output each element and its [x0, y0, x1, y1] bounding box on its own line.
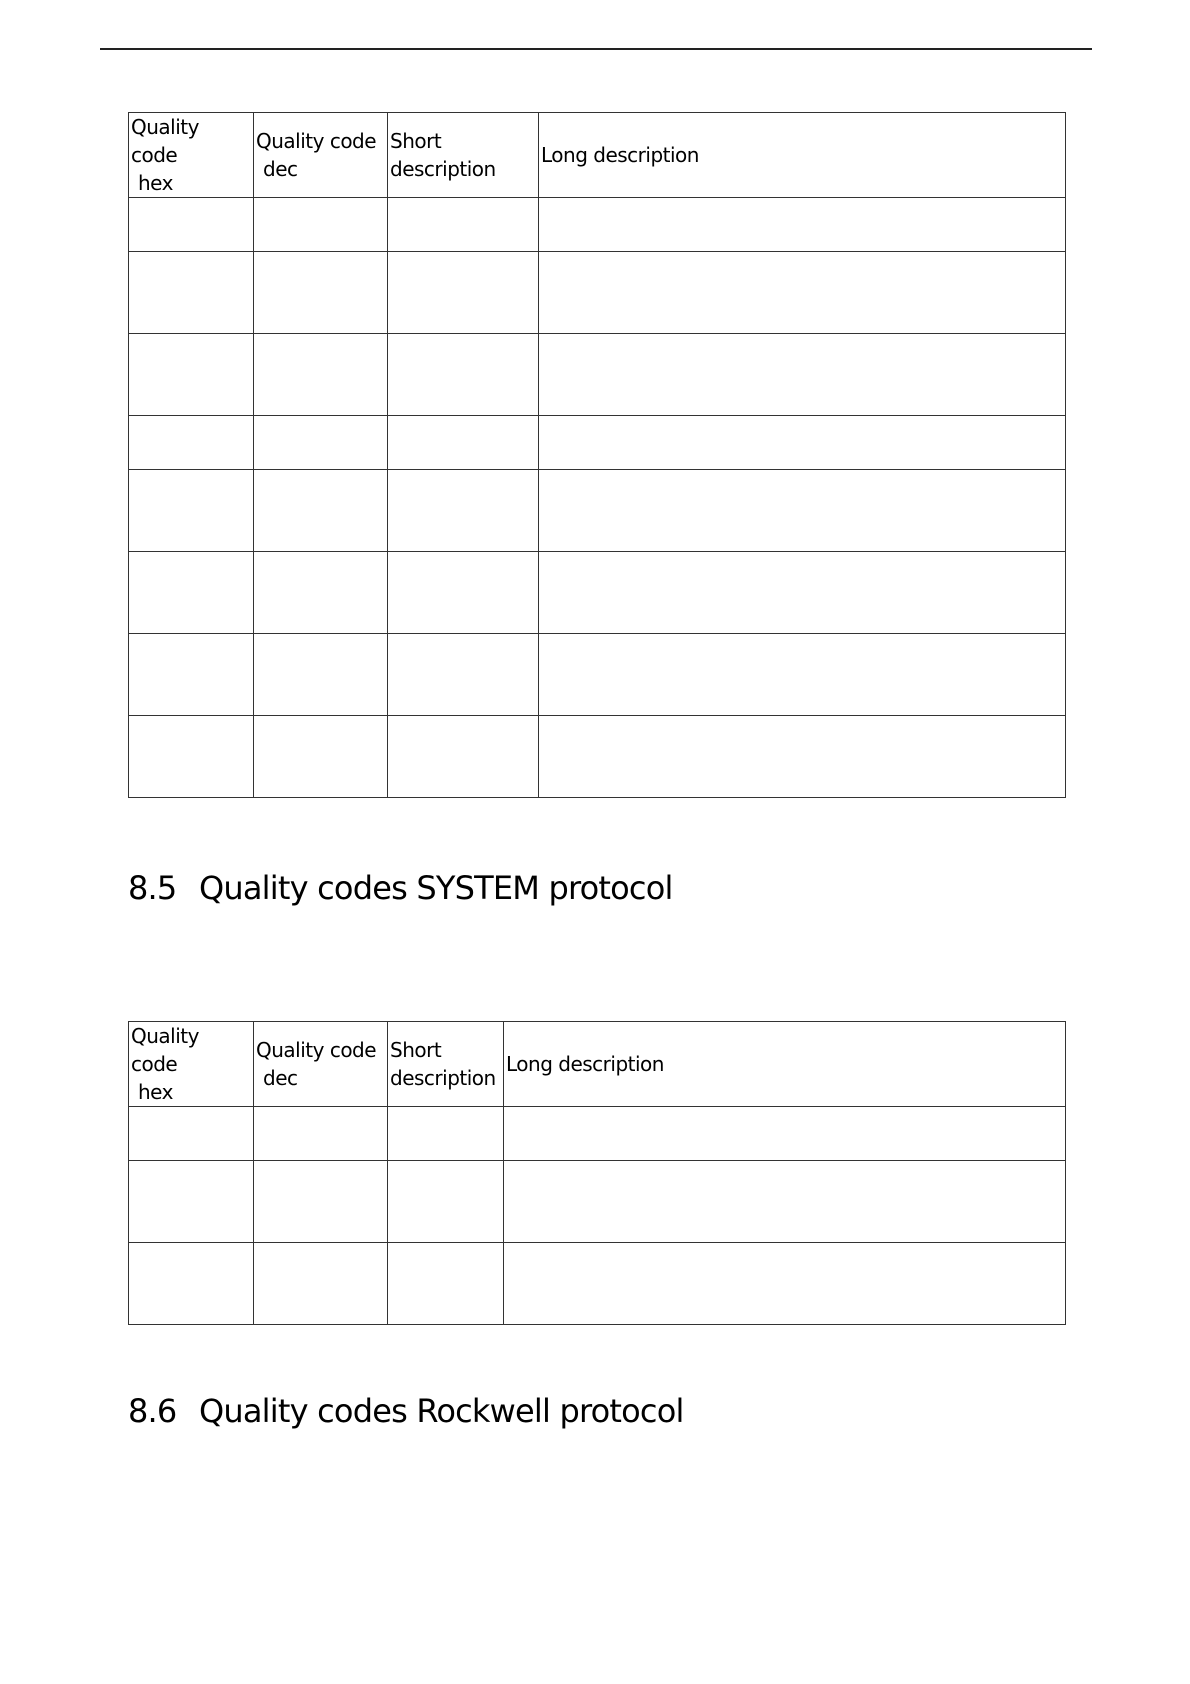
header-hex-line2: hex: [138, 1080, 173, 1104]
table-cell: [388, 1161, 504, 1243]
table-cell: [388, 716, 539, 798]
table-cell: [254, 252, 388, 334]
header-dec-line2: dec: [263, 157, 298, 181]
section-title: Quality codes Rockwell protocol: [199, 1392, 684, 1430]
table-cell: [539, 634, 1066, 716]
table-cell: [254, 716, 388, 798]
table-row: [129, 1107, 1066, 1161]
header-short-description: [388, 1022, 504, 1107]
header-quality-code-hex: [129, 113, 254, 198]
section-heading-8-6: [128, 1391, 684, 1431]
table-cell: [129, 1107, 254, 1161]
table-header-row: [129, 1022, 1066, 1107]
header-short-line2: description: [390, 1066, 496, 1090]
table-cell: [388, 416, 539, 470]
table-cell: [129, 1243, 254, 1325]
header-short-line1: Short: [390, 129, 442, 153]
table-cell: [254, 1161, 388, 1243]
table-cell: [129, 252, 254, 334]
header-hex-line2: hex: [138, 171, 173, 195]
header-hex-line1: Quality code: [131, 1024, 199, 1076]
table-cell: [539, 552, 1066, 634]
header-long-description: Long description: [539, 113, 1066, 198]
table-cell: [539, 416, 1066, 470]
table-row: [129, 470, 1066, 552]
table-cell: [388, 334, 539, 416]
table-row: [129, 716, 1066, 798]
table-cell: [539, 470, 1066, 552]
table-row: [129, 552, 1066, 634]
section-number: 8.6: [128, 1392, 177, 1430]
table-cell: [129, 634, 254, 716]
table-cell: [388, 634, 539, 716]
table-cell: [539, 334, 1066, 416]
table-row: [129, 416, 1066, 470]
table-cell: [504, 1243, 1066, 1325]
table-cell: [254, 416, 388, 470]
table-cell: [254, 552, 388, 634]
table-cell: [129, 470, 254, 552]
table-row: [129, 198, 1066, 252]
table-cell: [504, 1161, 1066, 1243]
table-row: [129, 1243, 1066, 1325]
table-cell: [254, 198, 388, 252]
table-cell: [388, 470, 539, 552]
table-header-row: [129, 113, 1066, 198]
header-hex-line1: Quality code: [131, 115, 199, 167]
header-dec-line2: dec: [263, 1066, 298, 1090]
table-cell: [254, 334, 388, 416]
table-row: [129, 334, 1066, 416]
system-quality-codes-table: [128, 1021, 1066, 1325]
table-cell: [388, 1243, 504, 1325]
section-heading-8-5: [128, 868, 673, 908]
table-cell: [129, 1161, 254, 1243]
header-quality-code-dec: [254, 1022, 388, 1107]
header-short-description: [388, 113, 539, 198]
table-cell: [539, 198, 1066, 252]
table-row: [129, 1161, 1066, 1243]
header-dec-line1: Quality code: [256, 1038, 377, 1062]
table-cell: [388, 198, 539, 252]
table-cell: [129, 198, 254, 252]
table-cell: [129, 552, 254, 634]
header-short-line2: description: [390, 157, 496, 181]
header-quality-code-hex: [129, 1022, 254, 1107]
header-short-line1: Short: [390, 1038, 442, 1062]
table-cell: [388, 252, 539, 334]
table-cell: [129, 416, 254, 470]
table-cell: [254, 634, 388, 716]
table-cell: [539, 716, 1066, 798]
table-row: [129, 634, 1066, 716]
header-quality-code-dec: [254, 113, 388, 198]
table-cell: [254, 1107, 388, 1161]
table-cell: [539, 252, 1066, 334]
section-number: 8.5: [128, 869, 177, 907]
table-cell: [388, 552, 539, 634]
quality-codes-table: [128, 112, 1066, 798]
table-cell: [388, 1107, 504, 1161]
table-cell: [254, 1243, 388, 1325]
table-cell: [504, 1107, 1066, 1161]
table-cell: [254, 470, 388, 552]
table-cell: [129, 334, 254, 416]
page-header-rule: [100, 48, 1092, 50]
table-cell: [129, 716, 254, 798]
header-dec-line1: Quality code: [256, 129, 377, 153]
header-long-description: Long description: [504, 1022, 1066, 1107]
table-row: [129, 252, 1066, 334]
section-title: Quality codes SYSTEM protocol: [199, 869, 673, 907]
